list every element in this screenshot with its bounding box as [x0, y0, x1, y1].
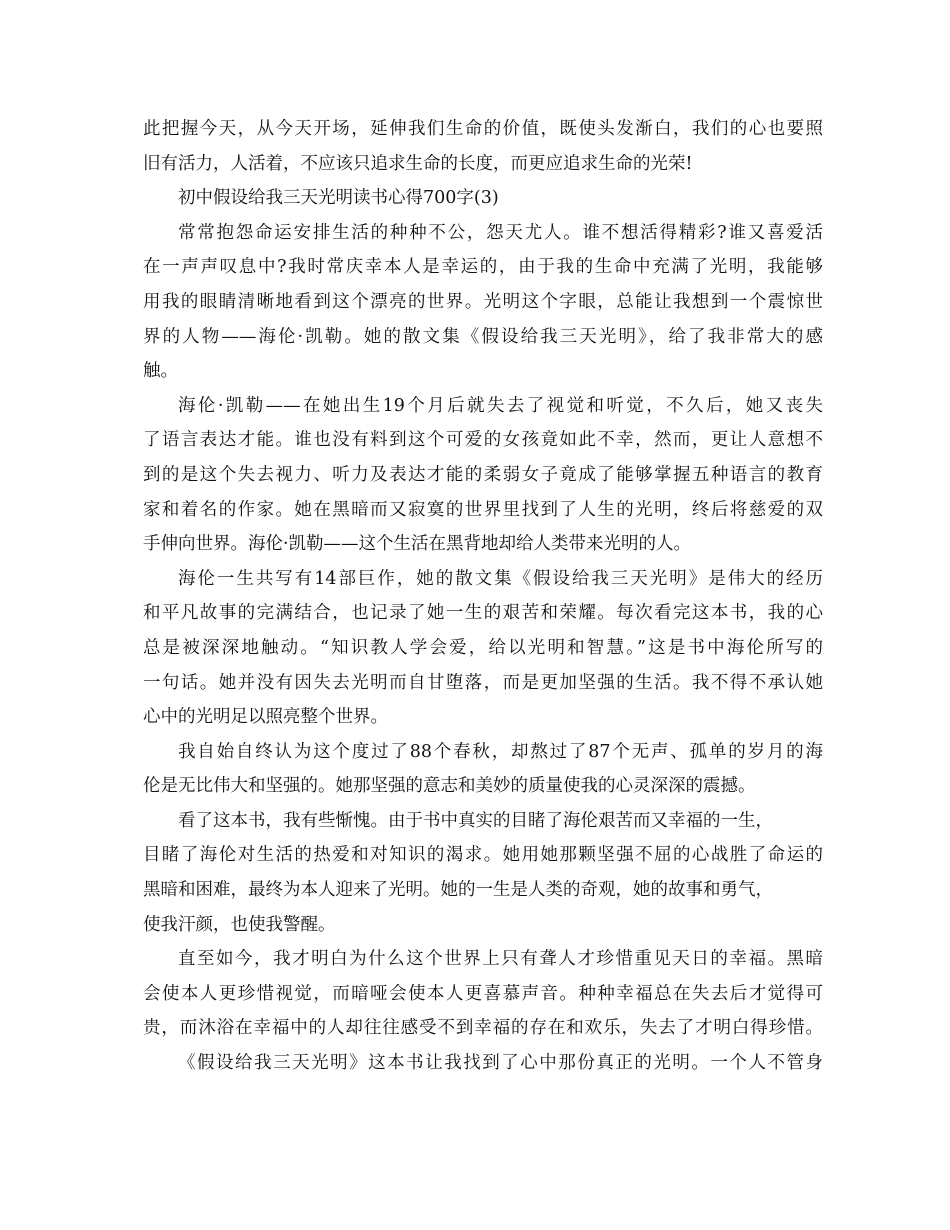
text-line: 使我汗颜，也使我警醒。	[143, 914, 336, 935]
text-line: 海伦一生共写有14部巨作，她的散文集《假设给我三天光明》是伟大的经历	[178, 568, 823, 589]
text-line: 手伸向世界。海伦·凯勒——这个生活在黑背地却给人类带来光明的人。	[143, 534, 692, 555]
text-line: 心中的光明足以照亮整个世界。	[143, 707, 388, 728]
text-line: 黑暗和困难，最终为本人迎来了光明。她的一生是人类的奇观，她的故事和勇气，	[143, 880, 773, 901]
text-line: 《假设给我三天光明》这本书让我找到了心中那份真正的光明。一个人不管身	[178, 1053, 823, 1074]
text-line: 了语言表达才能。谁也没有料到这个可爱的女孩竟如此不幸，然而，更让人意想不	[143, 430, 823, 451]
text-line: 触。	[143, 361, 178, 382]
text-line: 和平凡故事的完满结合，也记录了她一生的艰苦和荣耀。每次看完这本书，我的心	[143, 603, 823, 624]
text-line: 旧有活力，人活着，不应该只追求生命的长度，而更应追求生命的光荣!	[143, 153, 693, 174]
text-line: 贵，而沐浴在幸福中的人却往往感受不到幸福的存在和欢乐，失去了才明白得珍惜。	[143, 1018, 823, 1039]
text-line: 一句话。她并没有因失去光明而自甘堕落，而是更加坚强的生活。我不得不承认她	[143, 672, 823, 693]
text-line: 我自始自终认为这个度过了88个春秋，却熬过了87个无声、孤单的岁月的海	[178, 741, 823, 762]
text-line: 目睹了海伦对生活的热爱和对知识的渴求。她用她那颗坚强不屈的心战胜了命运的	[143, 845, 823, 866]
text-line: 伦是无比伟大和坚强的。她那坚强的意志和美妙的质量使我的心灵深深的震撼。	[143, 776, 756, 797]
text-line: 在一声声叹息中?我时常庆幸本人是幸运的，由于我的生命中充满了光明，我能够	[143, 257, 823, 278]
text-line: 到的是这个失去视力、听力及表达才能的柔弱女子竟成了能够掌握五种语言的教育	[143, 464, 823, 485]
text-line: 总是被深深地触动。“知识教人学会爱，给以光明和智慧。”这是书中海伦所写的	[143, 637, 823, 658]
text-line: 用我的眼睛清晰地看到这个漂亮的世界。光明这个字眼，总能让我想到一个震惊世	[143, 291, 823, 312]
text-line: 海伦·凯勒——在她出生19个月后就失去了视觉和听觉，不久后，她又丧失	[178, 395, 823, 416]
section-heading: 初中假设给我三天光明读书心得700字(3)	[178, 188, 499, 209]
body-text	[143, 112, 823, 1081]
text-line: 家和着名的作家。她在黑暗而又寂寞的世界里找到了人生的光明，终后将慈爱的双	[143, 499, 823, 520]
text-line: 界的人物——海伦·凯勒。她的散文集《假设给我三天光明》，给了我非常大的感	[143, 326, 823, 347]
text-line: 直至如今，我才明白为什么这个世界上只有聋人才珍惜重见天日的幸福。黑暗	[178, 949, 823, 970]
text-line: 此把握今天，从今天开场，延伸我们生命的价值，既使头发渐白，我们的心也要照	[143, 119, 823, 139]
text-line: 常常抱怨命运安排生活的种种不公，怨天尤人。谁不想活得精彩?谁又喜爱活	[178, 222, 823, 243]
text-line: 看了这本书，我有些惭愧。由于书中真实的目睹了海伦艰苦而又幸福的一生，	[178, 810, 773, 831]
text-line: 会使本人更珍惜视觉，而暗哑会使本人更喜慕声音。种种幸福总在失去后才觉得可	[143, 983, 823, 1004]
